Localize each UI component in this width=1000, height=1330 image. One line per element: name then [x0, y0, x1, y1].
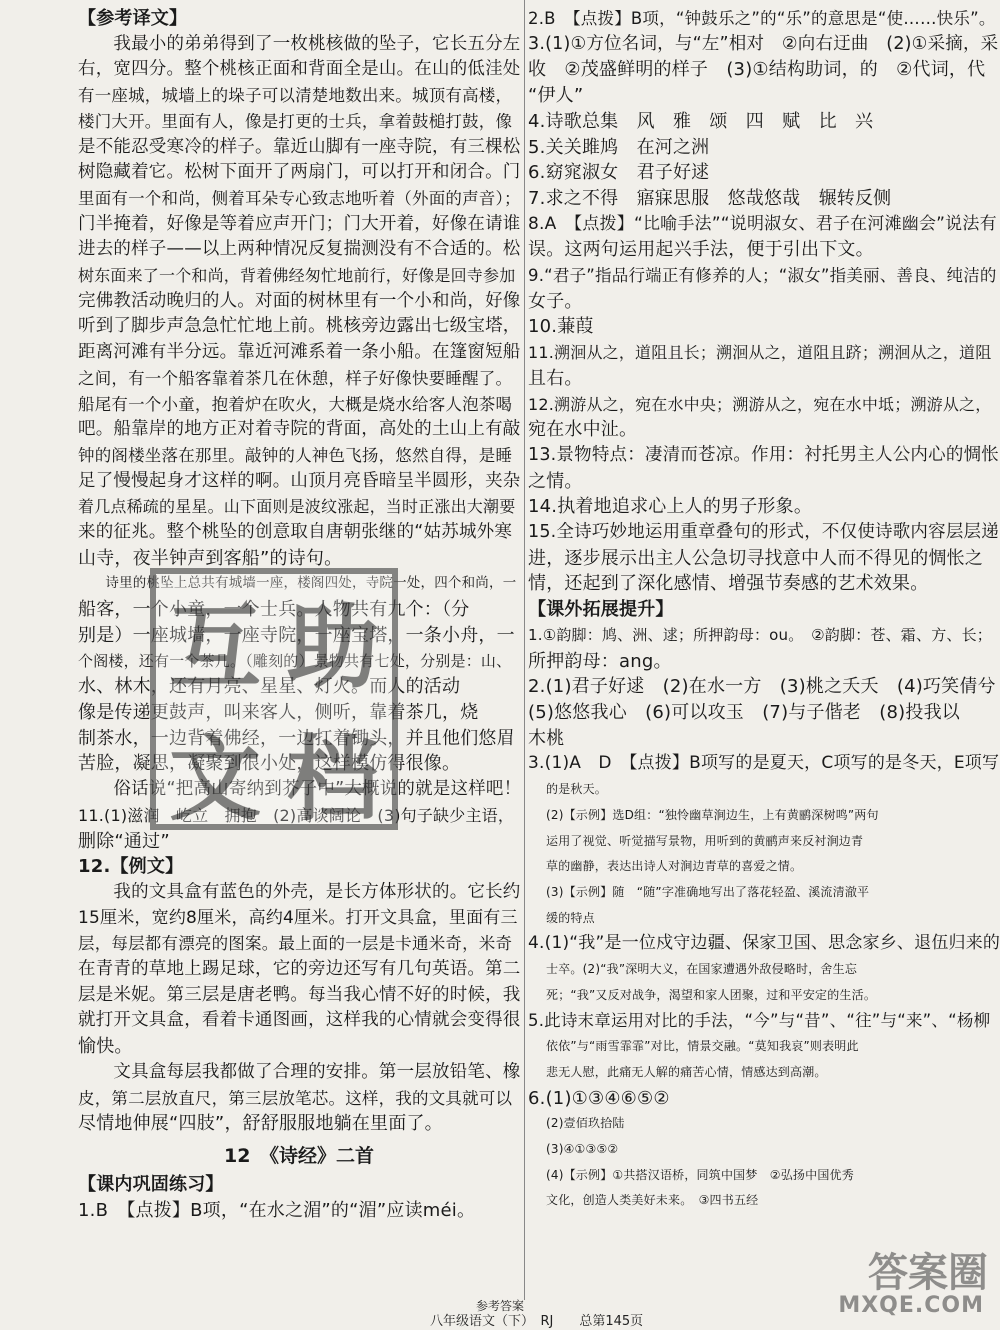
- text-line: 10.蒹葭: [528, 316, 594, 338]
- text-line: 在青青的草地上踢足球，它的旁边还写有几句英语。第二: [78, 959, 521, 980]
- text-line: 别是）一座城墙，一座寺院，一座宝塔，一条小舟，一: [78, 624, 515, 646]
- text-line: 之间，有一个船客靠着茶几在休憩，样子好像快要睡醒了。: [78, 368, 513, 388]
- text-line: (3)④①③⑤②: [546, 1141, 619, 1156]
- site-logo-text: 答案圈: [868, 1250, 988, 1296]
- text-line: 11.(1)滋润 屹立 拥抱 (2)高谈阔论 (3)句子缺少主语，: [78, 805, 515, 825]
- text-line: 2.B 【点拨】B项，“钟鼓乐之”的“乐”的意思是“使……快乐”。: [528, 9, 996, 28]
- text-line: 就打开文具盒，看着卡通图画，这样我的心情就会变得很: [78, 1010, 521, 1031]
- text-line: 运用了视觉、听觉描写景物，用听到的黄鹂声来反衬涧边青: [546, 833, 864, 848]
- section-heading: 12.【例文】: [78, 856, 184, 878]
- text-line: 11.溯洄从之，道阻且长；溯洄从之，道阻且跻；溯洄从之，道阻: [528, 343, 992, 363]
- text-line: (2)壹佰玖拾陆: [546, 1116, 625, 1131]
- text-line: 删除“通过”: [78, 830, 170, 852]
- text-line: 死；“我”又反对战争，渴望和家人团聚，过和平安定的生活。: [546, 987, 877, 1002]
- text-line: 3.(1)①方位名词，与“左”相对 ②向右迂曲 (2)①采摘，采: [528, 33, 999, 54]
- text-line: 悲无人慰，此痛无人解的痛苦心情，情感达到高潮。: [546, 1064, 827, 1079]
- text-line: 树隐藏着它。松树下面开了两扇门，可以打开和闭合。门: [78, 162, 521, 183]
- text-line: 4.诗歌总集 风 雅 颂 四 赋 比 兴: [528, 110, 874, 132]
- text-line: (2)【示例】选D组：“独怜幽草涧边生，上有黄鹂深树鸣”两句: [546, 807, 879, 822]
- text-line: 我的文具盒有蓝色的外壳，是长方体形状的。它长约: [78, 881, 521, 902]
- section-heading: 【参考译文】: [78, 8, 188, 29]
- text-line: 层，每层都有漂亮的图案。最上面的一层是卡通米奇，米奇: [78, 934, 513, 954]
- section-heading: 【课内巩固练习】: [78, 1173, 224, 1195]
- text-line: 船尾有一个小童，抱着炉在吹火，大概是烧水给客人泡茶喝: [78, 394, 513, 414]
- text-line: 吧。船靠岸的地方正对着寺院的背面，高处的土山上有敲: [78, 419, 521, 440]
- column-divider: [524, 0, 525, 1300]
- text-line: 进，逐步展示出主人公急切寻找意中人而不得见的惆怅之: [528, 547, 983, 569]
- text-line: 误。这两句运用起兴手法，便于引出下文。: [528, 239, 874, 261]
- text-line: 且右。: [528, 367, 583, 389]
- section-title: 12 《诗经》二首: [224, 1144, 374, 1167]
- text-line: 所押韵母：ang。: [528, 650, 672, 672]
- text-line: 6.窈窕淑女 君子好逑: [528, 162, 710, 184]
- text-line: 缓的特点: [546, 910, 595, 925]
- text-line: 有一座城，城墙上的垛子可以清楚地数出来。城顶有高楼，: [78, 86, 513, 106]
- text-line: 依依”与“雨雪霏霏”对比，情景交融。“莫知我哀”则表明此: [546, 1039, 859, 1054]
- text-line: 皮，第二层放直尺，第三层放笔芯。这样，我的文具就可以: [78, 1088, 513, 1108]
- text-line: 着几点稀疏的星星。山下面则是波纹涨起，当时正涨出大潮要: [78, 497, 516, 517]
- text-line: 听到了脚步声急急忙忙地上前。桃核旁边露出七级宝塔，: [78, 316, 521, 337]
- text-line: 1.①韵脚：鸠、洲、逑；所押韵母：ou。 ②韵脚：苍、霜、方、长；: [528, 625, 992, 644]
- watermark-char: 档: [286, 725, 379, 833]
- text-line: 的是秋天。: [546, 782, 608, 797]
- text-line: 我最小的弟弟得到了一枚桃核做的坠子，它长五分左: [78, 33, 521, 54]
- text-line: (3)【示例】随 “随”字准确地写出了落花轻盈、溪流清澈平: [546, 884, 870, 899]
- text-line: 进去的样子——以上两种情况反复揣测没有不合适的。松: [78, 239, 521, 260]
- text-line: 15.全诗巧妙地运用重章叠句的形式，不仅使诗歌内容层层递: [528, 522, 999, 543]
- text-line: 尽情地伸展“四肢”，舒舒服服地躺在里面了。: [78, 1113, 443, 1135]
- text-line: 8.A 【点拨】“比喻手法”“说明淑女、君子在河滩幽会”说法有: [528, 213, 997, 234]
- text-line: 俗话说“把高山寄纳到芥子中”大概说的就是这样吧！: [78, 779, 522, 800]
- text-line: 诗里的桃坠上总共有城墙一座，楼阁四处，寺院一处，四个和尚，一: [78, 575, 517, 592]
- text-line: 像是传递更鼓声，叫来客人，侧听，靠着茶几，烧: [78, 701, 479, 723]
- text-line: 船客，一个小童，一个士兵。人物共有九个：（分: [78, 599, 470, 621]
- text-line: 7.求之不得 寤寐思服 悠哉悠哉 辗转反侧: [528, 187, 892, 209]
- text-line: (5)悠悠我心 (6)可以攻玉 (7)与子偕老 (8)投我以: [528, 701, 960, 723]
- text-line: 木桃: [528, 727, 565, 749]
- text-line: 女子。: [528, 290, 583, 312]
- text-line: 层是米妮。第三层是唐老鸭。每当我心情不好的时候，我: [78, 984, 521, 1005]
- footer-page-info: 八年级语文（下） RJ 总第145页: [430, 1314, 644, 1329]
- text-line: 制茶水，一边背着佛经，一边扛着锄头，并且他们悠眉: [78, 727, 515, 749]
- site-logo: [834, 1252, 994, 1322]
- text-line: 4.(1)“我”是一位戍守边疆、保家卫国、思念家乡、退伍归来的: [528, 933, 1000, 954]
- text-line: 1.B 【点拨】B项，“在水之湄”的“湄”应读méi。: [78, 1199, 476, 1221]
- text-line: 宛在水中沚。: [528, 419, 638, 441]
- text-line: 完佛教活动晚归的人。对面的树林里有一个小和尚，好像: [78, 290, 521, 311]
- text-line: 14.执着地追求心上人的男子形象。: [528, 496, 813, 518]
- text-line: 树东面来了一个和尚，背着佛经匆忙地前行，好像是回寺参加: [78, 266, 516, 286]
- text-line: 文具盒每层我都做了合理的安排。第一层放铅笔、橡: [78, 1061, 521, 1082]
- text-line: 楼门大开。里面有人，像是打更的士兵，拿着鼓槌打鼓，像: [78, 111, 513, 131]
- text-line: 来的征兆。整个桃坠的创意取自唐朝张继的“姑苏城外寒: [78, 522, 513, 543]
- text-line: 苦脸，凝思，凝聚到很小处，这样模仿得很像。: [78, 753, 461, 775]
- text-line: 5.此诗末章运用对比的手法，“今”与“昔”、“往”与“来”、“杨柳: [528, 1011, 991, 1031]
- text-line: 士卒。(2)“我”深明大义，在国家遭遇外敌侵略时，舍生忘: [546, 962, 858, 977]
- text-line: 之情。: [528, 470, 583, 492]
- text-line: “伊人”: [528, 85, 584, 107]
- page-footer: [430, 1298, 730, 1330]
- text-line: 距离河滩有半分远。靠近河滩系着一条小船。在篷窗短船: [78, 342, 521, 363]
- text-line: 13.景物特点：凄清而苍凉。作用：衬托男主人公内心的惆怅: [528, 444, 999, 465]
- text-line: 水、林木，还有月亮、星星、灯火。而人的活动: [78, 676, 461, 698]
- text-line: 9.“君子”指品行端正有修养的人；“淑女”指美丽、善良、纯洁的: [528, 266, 997, 286]
- right-column: [528, 6, 998, 1214]
- text-line: 山寺，夜半钟声到客船”的诗句。: [78, 547, 343, 569]
- text-line: 6.(1)①③④⑥⑤②: [528, 1087, 670, 1109]
- text-line: 草的幽静，表达出诗人对涧边青草的喜爱之情。: [546, 859, 803, 874]
- text-line: 5.关关雎鸠 在河之洲: [528, 136, 710, 158]
- text-line: 15厘米，宽约8厘米，高约4厘米。打开文具盒，里面有三: [78, 907, 518, 928]
- watermark-char: 互: [168, 593, 261, 701]
- text-line: 右，宽四分。整个桃核正面和背面全是山。在山的低洼处: [78, 59, 521, 80]
- watermark-char: 文: [168, 725, 261, 833]
- footer-section-title: 参考答案: [475, 1299, 524, 1313]
- text-line: 2.(1)君子好逑 (2)在水一方 (3)桃之夭夭 (4)巧笑倩兮: [528, 676, 996, 698]
- text-line: 收 ②茂盛鲜明的样子 (3)①结构助词，的 ②代词，代: [528, 59, 986, 81]
- site-logo-domain: MXQE.COM: [838, 1293, 984, 1318]
- text-line: 钟的阁楼坐落在那里。敲钟的人神色飞扬，悠然自得，是睡: [78, 445, 513, 465]
- text-line: 情，还起到了深化感情、增强节奏感的艺术效果。: [528, 573, 929, 595]
- text-line: 个阁楼，还有一个茶几。（雕刻的）景物共有七处，分别是：山、: [78, 651, 512, 670]
- text-line: 12.溯游从之，宛在水中央；溯游从之，宛在水中坻；溯游从之，: [528, 394, 992, 414]
- text-line: 门半掩着，好像是等着应声开门；门大开着，好像在请谁: [78, 213, 521, 234]
- text-line: 足了慢慢起身才这样的啊。山顶月亮昏暗呈半圆形，夹杂: [78, 470, 521, 491]
- section-heading: 【课外拓展提升】: [528, 599, 674, 621]
- text-line: 3.(1)A D 【点拨】B项写的是夏天，C项写的是冬天，E项写: [528, 753, 1000, 774]
- text-line: 文化，创造人类美好未来。 ③四书五经: [546, 1193, 759, 1208]
- text-line: 是不能忍受寒冷的样子。靠近山脚有一座寺院，有三棵松: [78, 136, 521, 157]
- watermark-stamp: [150, 568, 398, 833]
- text-line: 里面有一个和尚，侧着耳朵专心致志地听着（外面的声音）；: [78, 188, 521, 208]
- watermark-char: 助: [286, 593, 379, 701]
- text-line: 愉快。: [78, 1036, 133, 1058]
- text-line: (4)【示例】①共搭汉语桥，同筑中国梦 ②弘扬中国优秀: [546, 1167, 854, 1182]
